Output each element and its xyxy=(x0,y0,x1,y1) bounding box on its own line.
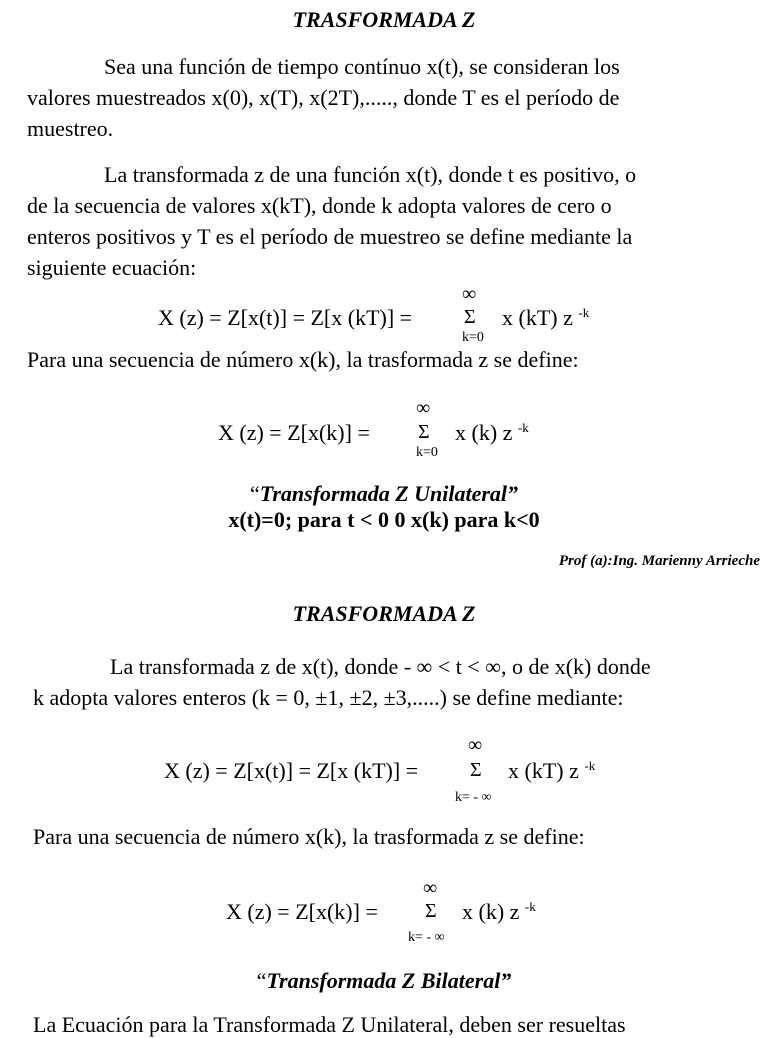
s1-eq1-upper: ∞ xyxy=(462,283,477,305)
s1-eq1-lhs: X (z) = Z[x(t)] = Z[x (kT)] = xyxy=(158,305,413,330)
s2-eq1-lower: k= - ∞ xyxy=(455,790,492,805)
s1-para3: Para una secuencia de número x(k), la trasformada z se define: xyxy=(27,347,579,372)
s2-eq2-lhs: X (z) = Z[x(k)] = xyxy=(226,899,378,924)
s1-para2-line3: enteros positivos y T es el período de muestreo se define mediante la xyxy=(27,224,633,249)
s1-para1-line2: valores muestreados x(0), x(T), x(2T),....., donde T es el período de xyxy=(27,85,620,110)
s1-para2-line4: siguiente ecuación: xyxy=(27,255,197,280)
s2-eq1-rhs: x (kT) z $^{-k}$ xyxy=(508,758,596,783)
s1-caption: “Transformada Z Unilateral” xyxy=(249,481,519,506)
s1-para2-line1: La transformada z de una función x(t), donde t es positivo, o xyxy=(104,162,637,187)
s2-eq2-sum: Σ xyxy=(425,900,437,922)
s1-eq1-lower: k=0 xyxy=(462,330,484,345)
s1-eq1-sum: Σ xyxy=(464,306,476,328)
s1-condition: x(t)=0; para t < 0 0 x(k) para k<0 xyxy=(228,507,540,532)
s2-para1-line2: k adopta valores enteros (k = 0, ±1, ±2, ±3,.....) se define mediante: xyxy=(33,685,624,710)
s2-eq2-upper: ∞ xyxy=(423,877,438,899)
s2-eq1-sum: Σ xyxy=(470,759,482,781)
s2-para2: Para una secuencia de número x(k), la trasformada z se define: xyxy=(33,824,585,849)
section1-title: TRASFORMADA Z xyxy=(292,7,476,32)
s2-eq2-rhs: x (k) z $^{-k}$ xyxy=(462,899,536,924)
s2-eq1-upper: ∞ xyxy=(468,734,483,756)
s2-caption: “Transformada Z Bilateral” xyxy=(256,968,512,993)
s1-eq2-rhs: x (k) z $^{-k}$ xyxy=(455,420,529,445)
s1-eq2-lhs: X (z) = Z[x(k)] = xyxy=(218,420,370,445)
s1-para1-line3: muestreo. xyxy=(27,116,114,141)
s1-eq2-lower: k=0 xyxy=(416,445,438,460)
s1-para2-line2: de la secuencia de valores x(kT), donde k adopta valores de cero o xyxy=(27,193,612,218)
s1-eq2-sum: Σ xyxy=(418,421,430,443)
s2-para1-line1: La transformada z de x(t), donde - ∞ < t < ∞, o de x(k) donde xyxy=(110,654,651,679)
s1-para1-line1: Sea una función de tiempo contínuo x(t), se consideran los xyxy=(104,54,620,79)
s1-eq1-rhs: x (kT) z $^{-k}$ xyxy=(502,305,590,330)
section2-title: TRASFORMADA Z xyxy=(292,601,476,626)
s2-eq1-lhs: X (z) = Z[x(t)] = Z[x (kT)] = xyxy=(164,758,419,783)
author-credit: Prof (a):Ing. Marienny Arrieche xyxy=(558,553,760,569)
s2-eq2-lower: k= - ∞ xyxy=(408,930,445,945)
s2-cut-line: La Ecuación para la Transformada Z Unilateral, deben ser resueltas xyxy=(33,1012,626,1037)
s1-eq2-upper: ∞ xyxy=(416,397,431,419)
